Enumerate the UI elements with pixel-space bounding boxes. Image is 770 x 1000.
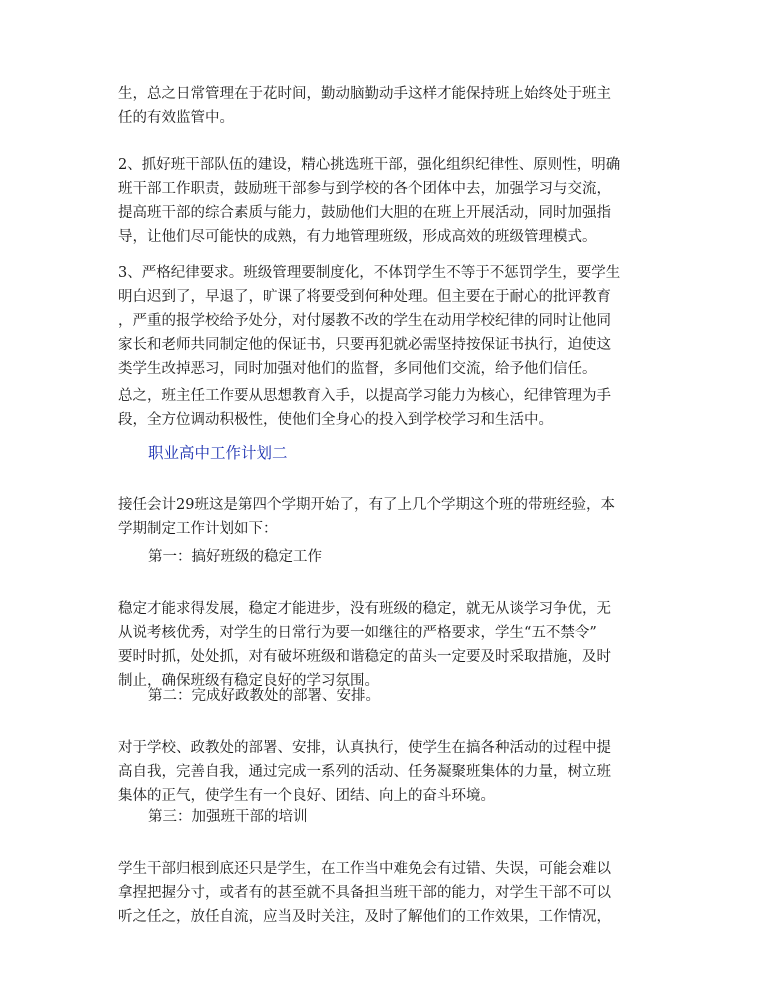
section-heading: 职业高中工作计划二 xyxy=(148,444,288,462)
text-line: 学期制定工作计划如下： xyxy=(118,521,278,537)
text-line: 班干部工作职责，鼓励班干部参与到学校的各个团体中去，加强学习与交流， xyxy=(118,181,611,197)
text-line: 2、抓好班干部队伍的建设，精心挑选班干部，强化组织纪律性、原则性，明确 xyxy=(118,157,621,173)
text-line: ，严重的报学校给予处分，对付屡教不改的学生在动用学校纪律的同时让他同 xyxy=(118,313,611,329)
text-line: 任的有效监管中。 xyxy=(118,110,234,126)
text-line: 明白迟到了，早退了，旷课了将要受到何种处理。但主要在于耐心的批评教育 xyxy=(118,289,611,305)
paragraph-summary xyxy=(118,384,658,432)
text-line: 总之，班主任工作要从思想教育入手，以提高学习能力为核心，纪律管理为手 xyxy=(118,388,611,404)
text-line: 拿捏把握分寸，或者有的甚至就不具备担当班干部的能力，对学生干部不可以 xyxy=(118,885,611,901)
subheading-third: 第三：加强班干部的培训 xyxy=(148,809,308,825)
text-line: 提高班干部的综合素质与能力，鼓励他们大胆的在班上开展活动，同时加强指 xyxy=(118,205,611,221)
subheading-second: 第二：完成好政教处的部署、安排。 xyxy=(148,688,380,704)
paragraph-daily-management xyxy=(118,82,658,130)
paragraph-stability xyxy=(118,597,658,693)
text-line: 家长和老师共同制定他的保证书，只要再犯就必需坚持按保证书执行，迫使这 xyxy=(118,337,611,353)
text-line: 集体的正气，使学生有一个良好、团结、向上的奋斗环境。 xyxy=(118,788,495,804)
text-line: 段，全方位调动积极性，使他们全身心的投入到学校学习和生活中。 xyxy=(118,412,553,428)
text-line: 导，让他们尽可能快的成熟，有力地管理班级，形成高效的班级管理模式。 xyxy=(118,229,597,245)
text-line: 接任会计29班这是第四个学期开始了，有了上几个学期这个班的带班经验，本 xyxy=(118,497,615,513)
paragraph-arrangements xyxy=(118,736,658,808)
text-line: 3、严格纪律要求。班级管理要制度化，不体罚学生不等于不惩罚学生，要学生 xyxy=(118,265,621,281)
text-line: 类学生改掉恶习，同时加强对他们的监督，多同他们交流，给予他们信任。 xyxy=(118,361,597,377)
paragraph-intro xyxy=(118,493,658,541)
text-line: 生，总之日常管理在于花时间，勤动脑勤动手这样才能保持班上始终处于班主 xyxy=(118,86,611,102)
paragraph-cadre-training xyxy=(118,857,658,929)
text-line: 高自我，完善自我，通过完成一系列的活动、任务凝聚班集体的力量，树立班 xyxy=(118,764,611,780)
paragraph-point-3 xyxy=(118,261,658,381)
text-line: 学生干部归根到底还只是学生，在工作当中难免会有过错、失误，可能会难以 xyxy=(118,861,611,877)
text-line: 制止，确保班级有稳定良好的学习氛围。 xyxy=(118,673,379,689)
text-line: 从说考核优秀，对学生的日常行为要一如继往的严格要求，学生“五不禁令” xyxy=(118,625,597,641)
subheading-first: 第一：搞好班级的稳定工作 xyxy=(148,549,322,565)
text-line: 对于学校、政教处的部署、安排，认真执行，使学生在搞各种活动的过程中提 xyxy=(118,740,611,756)
text-line: 稳定才能求得发展，稳定才能进步，没有班级的稳定，就无从谈学习争优，无 xyxy=(118,601,611,617)
text-line: 听之任之，放任自流，应当及时关注，及时了解他们的工作效果，工作情况， xyxy=(118,909,611,925)
text-line: 要时时抓，处处抓，对有破坏班级和谐稳定的苗头一定要及时采取措施，及时 xyxy=(118,649,611,665)
paragraph-point-2 xyxy=(118,153,658,249)
